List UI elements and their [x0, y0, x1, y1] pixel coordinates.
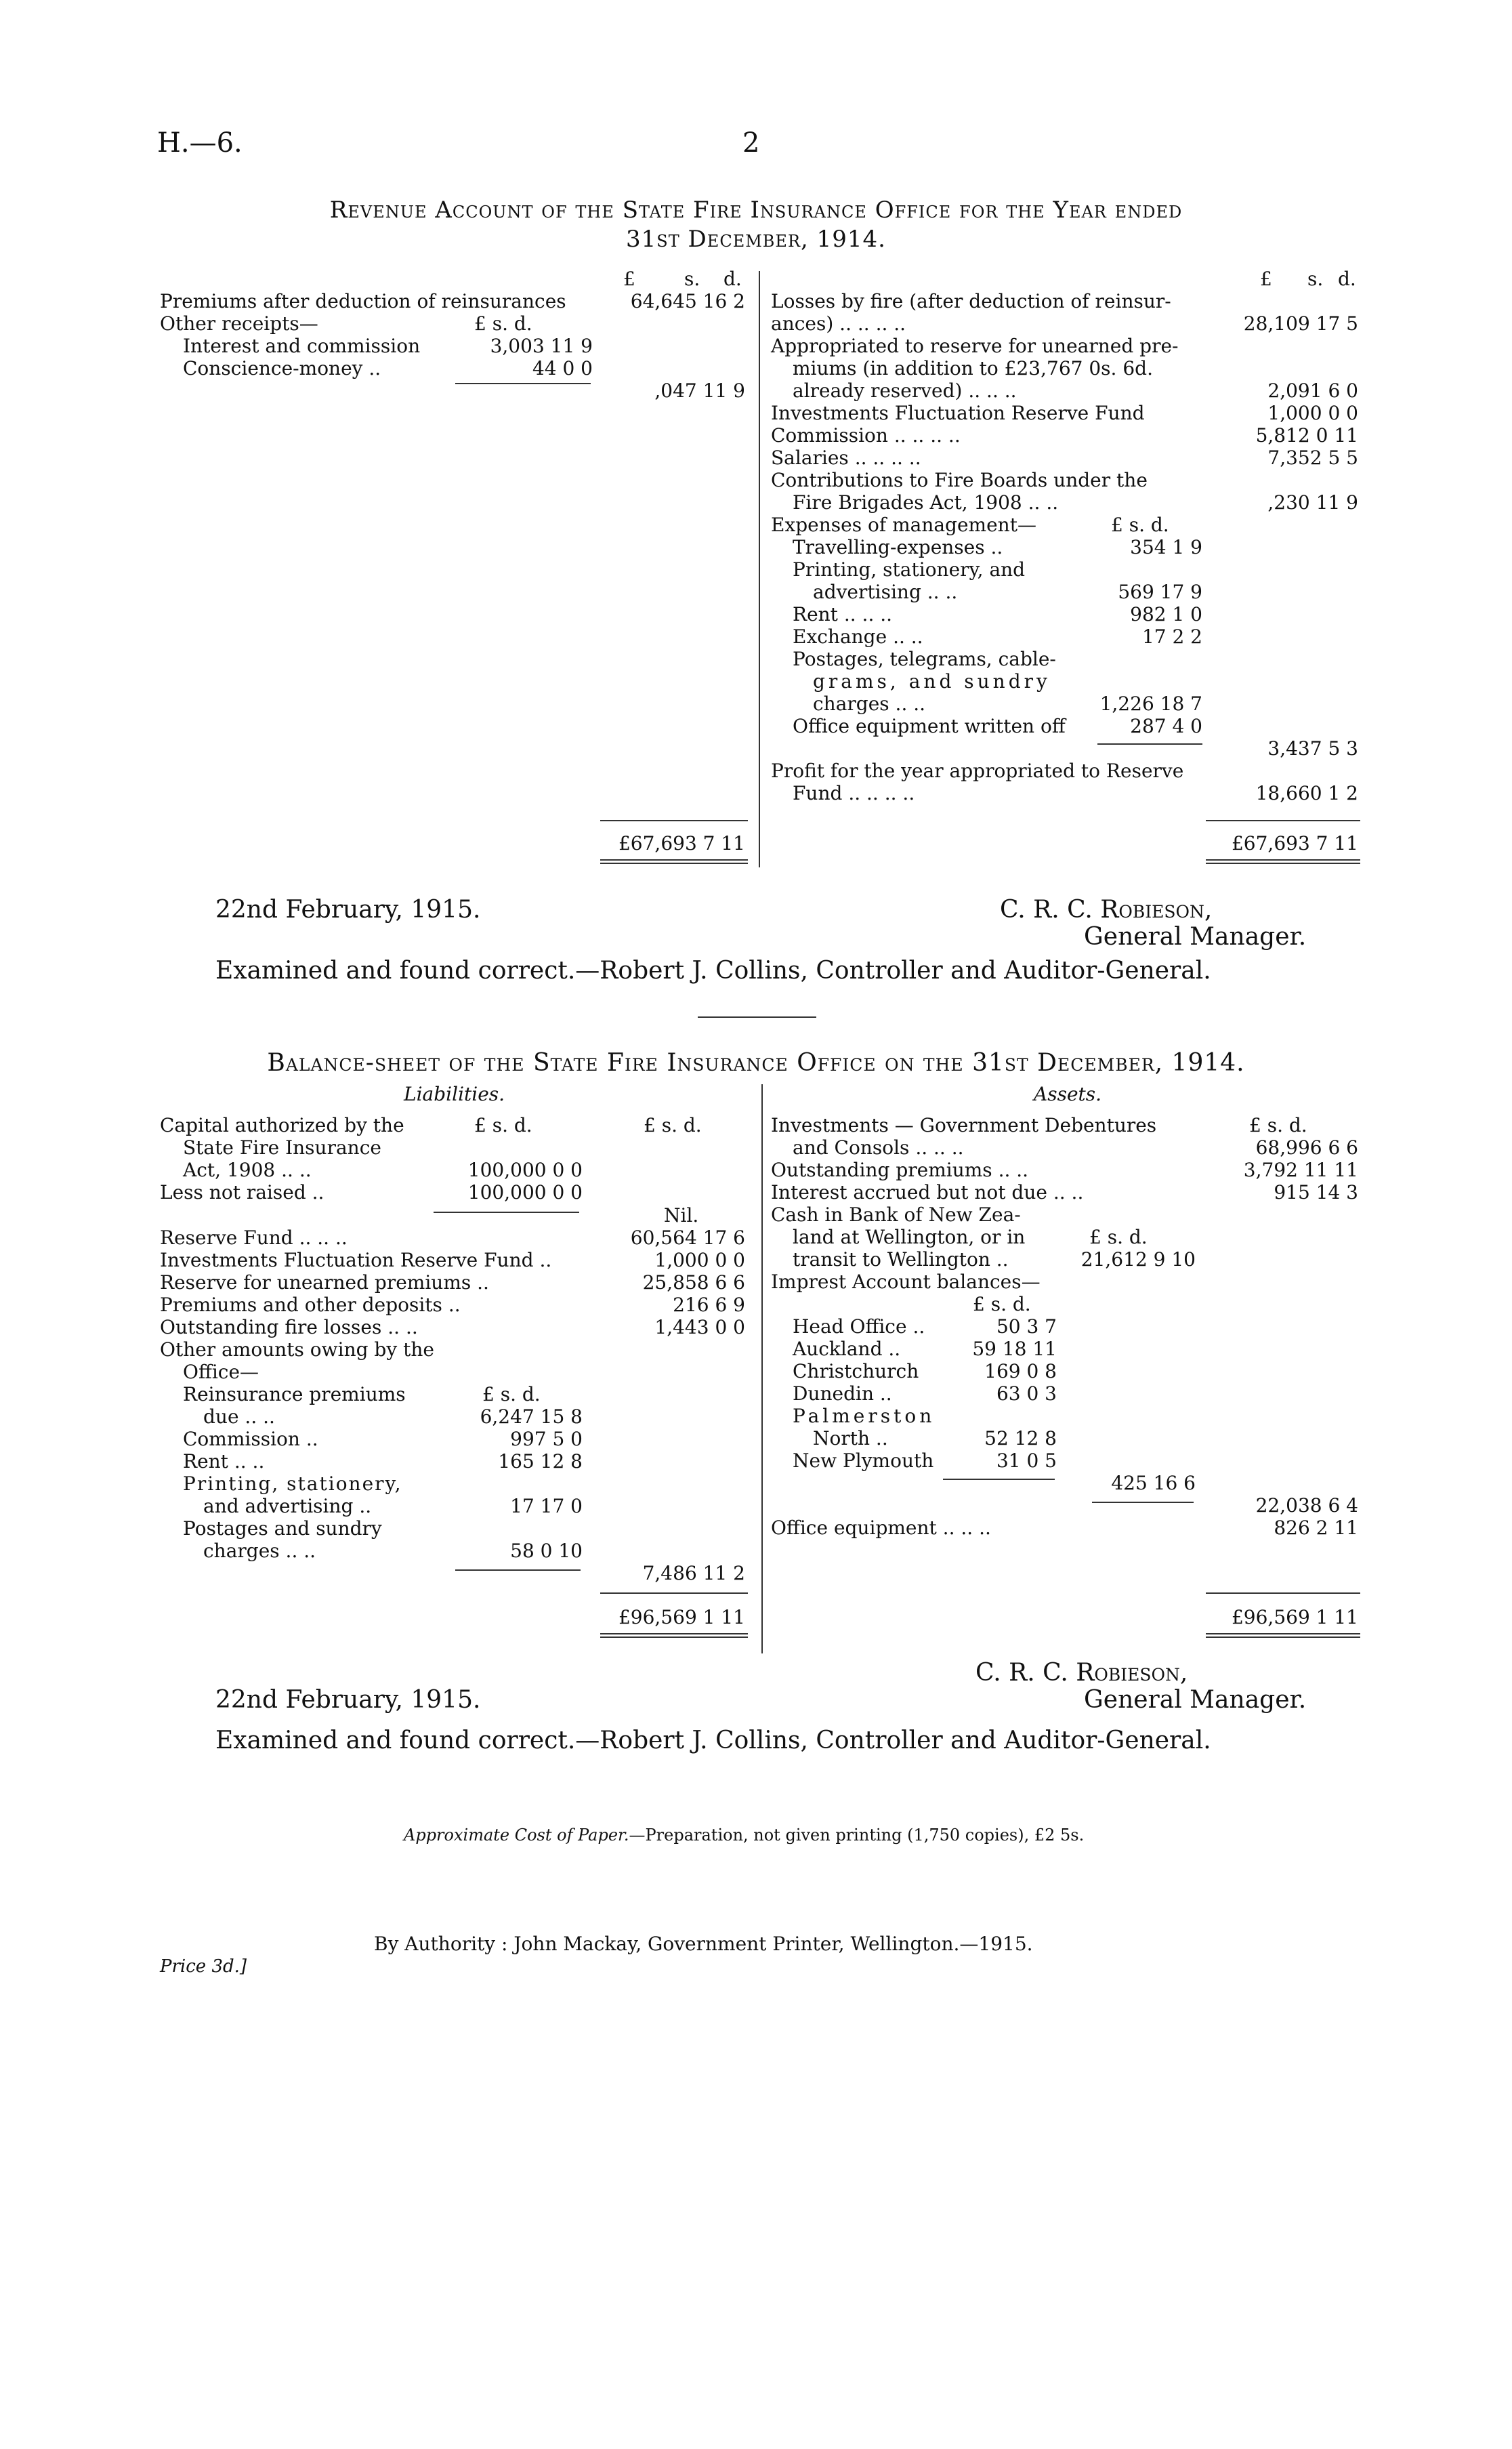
double-rule	[600, 859, 748, 864]
rev-profit-value: 18,660 1 2	[1255, 782, 1358, 804]
bal-fire-label: Outstanding fire losses .. ..	[160, 1316, 418, 1338]
double-rule	[1206, 1633, 1360, 1638]
balance-title: Balance-sheet of the State Fire Insurance Office on the 31st December, 1914.	[267, 1049, 1245, 1077]
bal-other-label1: Other amounts owing by the	[160, 1338, 434, 1361]
rev-losses-label2: ances) .. .. .. ..	[771, 312, 906, 335]
rev-premiums-label: Premiums after deduction of reinsurances	[160, 290, 566, 312]
rev-signer-title: General Manager.	[1084, 923, 1307, 951]
rev-contrib-label1: Contributions to Fire Boards under the	[771, 469, 1148, 491]
bal-reins-label2: due .. ..	[203, 1405, 275, 1428]
rev-postages-label2: grams, and sundry	[813, 670, 1051, 693]
rev-postages-label3: charges .. ..	[813, 693, 926, 715]
bal-invfund-value: 1,000 0 0	[654, 1249, 745, 1271]
printer-authority: By Authority : John Mackay, Government Printer, Wellington.—1915.	[374, 1933, 1033, 1955]
price: Price 3d.]	[160, 1956, 247, 1977]
bal-office-label: Office equipment .. .. ..	[771, 1517, 991, 1539]
rev-approp-label3: already reserved) .. .. ..	[793, 379, 1017, 402]
rev-losses-label1: Losses by fire (after deduction of reinsur-	[771, 290, 1171, 312]
bal-right-total: £96,569 1 11	[1231, 1606, 1358, 1628]
bal-less-value: 100,000 0 0	[467, 1181, 583, 1203]
rev-contrib-label2: Fire Brigades Act, 1908 .. ..	[793, 491, 1059, 514]
rev-premiums-value: 64,645 16 2	[630, 290, 745, 312]
bal-reserve-label: Reserve Fund .. .. ..	[160, 1227, 348, 1249]
rule	[600, 1592, 748, 1594]
bal-auck-label: Auckland ..	[793, 1338, 901, 1360]
rev-rent-value: 982 1 0	[1130, 603, 1202, 625]
rev-exchange-label: Exchange .. ..	[793, 625, 923, 648]
bal-office-value: 826 2 11	[1274, 1517, 1358, 1539]
rev-expenses-label: Expenses of management—	[771, 514, 1036, 536]
rev-commission-value: 5,812 0 11	[1255, 424, 1358, 447]
bal-outprem-label: Outstanding premiums .. ..	[771, 1159, 1029, 1181]
rule	[600, 820, 748, 821]
divider	[761, 1084, 763, 1653]
rev-left-total: £67,693 7 11	[618, 832, 745, 855]
bal-rent-label: Rent .. ..	[183, 1450, 265, 1473]
bal-cash-head: £ s. d.	[1089, 1226, 1148, 1248]
bal-chch-value: 169 0 8	[984, 1360, 1057, 1382]
bal-nil: Nil.	[664, 1204, 699, 1227]
bal-invfund-label: Investments Fluctuation Reserve Fund ..	[160, 1249, 552, 1271]
rev-salaries-label: Salaries .. .. .. ..	[771, 447, 921, 469]
rev-invfund-value: 1,000 0 0	[1267, 402, 1358, 424]
bal-reins-value: 6,247 15 8	[480, 1405, 583, 1428]
rev-commission-label: Commission .. .. .. ..	[771, 424, 961, 447]
bal-left-total: £96,569 1 11	[618, 1606, 745, 1628]
rev-right-total: £67,693 7 11	[1231, 832, 1358, 855]
bal-palm-label2: North ..	[813, 1427, 888, 1449]
bal-cap-head2: £ s. d.	[644, 1114, 702, 1136]
bal-cash-label2: land at Wellington, or in	[793, 1226, 1026, 1248]
bal-assets-col-head: £ s. d.	[1249, 1114, 1307, 1136]
rule	[1206, 1592, 1360, 1594]
rev-conscience-value: 44 0 0	[532, 357, 593, 379]
bal-cap-label2: State Fire Insurance	[183, 1136, 381, 1159]
bal-head-value: 50 3 7	[996, 1315, 1057, 1338]
document-code: H.—6.	[157, 127, 243, 159]
bal-premdep-value: 216 6 9	[673, 1294, 745, 1316]
bal-post-label1: Postages and sundry	[183, 1517, 382, 1540]
bal-unearned-label: Reserve for unearned premiums ..	[160, 1271, 489, 1294]
rev-invfund-label: Investments Fluctuation Reserve Fund	[771, 402, 1145, 424]
rev-examined: Examined and found correct.—Robert J. Collins, Controller and Auditor-General.	[215, 957, 1211, 985]
rev-contrib-value: ,230 11 9	[1267, 491, 1358, 514]
rev-printing-label1: Printing, stationery, and	[793, 558, 1026, 581]
bal-palm-value: 52 12 8	[984, 1427, 1057, 1449]
liabilities-heading: Liabilities.	[404, 1083, 505, 1105]
bal-rent-value: 165 12 8	[498, 1450, 583, 1473]
rev-office-value: 287 4 0	[1130, 715, 1202, 737]
double-rule	[600, 1633, 748, 1638]
bal-unearned-value: 25,858 6 6	[642, 1271, 745, 1294]
bal-fire-value: 1,443 0 0	[654, 1316, 745, 1338]
bal-chch-label: Christchurch	[793, 1360, 919, 1382]
rule	[1097, 743, 1202, 745]
bal-palm-label1: Palmerston	[793, 1405, 936, 1427]
rev-printing-value: 569 17 9	[1118, 581, 1202, 603]
bal-examined: Examined and found correct.—Robert J. Collins, Controller and Auditor-General.	[215, 1727, 1211, 1754]
bal-head-label: Head Office ..	[793, 1315, 925, 1338]
rule	[434, 1212, 579, 1213]
rev-postages-label1: Postages, telegrams, cable-	[793, 648, 1056, 670]
bal-dun-label: Dunedin ..	[793, 1382, 892, 1405]
rule	[455, 383, 591, 384]
rev-left-s-head: s.	[684, 268, 700, 290]
bal-reins-label1: Reinsurance premiums	[183, 1383, 406, 1405]
rev-interest-value: 3,003 11 9	[490, 335, 593, 357]
bal-cap-label1: Capital authorized by the	[160, 1114, 404, 1136]
rev-interest-label: Interest and commission	[183, 335, 421, 357]
rule	[943, 1479, 1055, 1480]
bal-post-label2: charges .. ..	[203, 1540, 316, 1562]
rev-right-pound-head: £	[1260, 268, 1272, 290]
rule	[1206, 820, 1360, 821]
bal-cash-label3: transit to Wellington ..	[793, 1248, 1009, 1271]
bal-imprest-head: £ s. d.	[973, 1293, 1031, 1315]
rev-expenses-head: £ s. d.	[1111, 514, 1169, 536]
cost-of-paper: Approximate Cost of Paper.—Preparation, not given printing (1,750 copies), £2 5s.	[404, 1826, 1085, 1845]
rev-travel-value: 354 1 9	[1130, 536, 1202, 558]
bal-cap-head1: £ s. d.	[474, 1114, 532, 1136]
section-separator	[698, 1016, 816, 1018]
bal-print-value: 17 17 0	[510, 1495, 583, 1517]
rev-signer: C. R. C. Robieson,	[1000, 896, 1213, 924]
rev-right-s-head: s.	[1307, 268, 1324, 290]
rev-date: 22nd February, 1915.	[215, 896, 481, 924]
bal-reins-head: £ s. d.	[482, 1383, 541, 1405]
rev-exchange-value: 17 2 2	[1141, 625, 1202, 648]
bal-inv-label2: and Consols .. .. ..	[793, 1136, 964, 1159]
bal-premdep-label: Premiums and other deposits ..	[160, 1294, 461, 1316]
bal-nply-value: 31 0 5	[996, 1449, 1057, 1472]
rev-profit-label2: Fund .. .. .. ..	[793, 782, 915, 804]
bal-other-label2: Office—	[183, 1361, 259, 1383]
bal-inv-label1: Investments — Government Debentures	[771, 1114, 1157, 1136]
divider	[759, 271, 760, 867]
rev-rent-label: Rent .. .. ..	[793, 603, 893, 625]
revenue-title-line1: Revenue Account of the State Fire Insurance Office for the Year ended	[329, 197, 1183, 224]
rev-left-pound-head: £	[623, 268, 635, 290]
rev-approp-value: 2,091 6 0	[1267, 379, 1358, 402]
bal-signer: C. R. C. Robieson,	[975, 1659, 1188, 1687]
bal-nply-label: New Plymouth	[793, 1449, 934, 1472]
rev-other-total: ,047 11 9	[654, 379, 745, 402]
page-number: 2	[742, 127, 760, 159]
rev-other-receipts-label: Other receipts—	[160, 312, 318, 335]
bal-date: 22nd February, 1915.	[215, 1686, 481, 1714]
bal-reserve-value: 60,564 17 6	[630, 1227, 745, 1249]
bal-cap-label3: Act, 1908 .. ..	[183, 1159, 312, 1181]
double-rule	[1206, 859, 1360, 864]
rev-expenses-total: 3,437 5 3	[1267, 737, 1358, 760]
bal-imprest-total: 425 16 6	[1111, 1472, 1196, 1494]
rev-approp-label2: miums (in addition to £23,767 0s. 6d.	[793, 357, 1153, 379]
rule	[1092, 1502, 1194, 1503]
rev-losses-value: 28,109 17 5	[1243, 312, 1358, 335]
rev-printing-label2: advertising .. ..	[813, 581, 958, 603]
bal-inv-value: 68,996 6 6	[1255, 1136, 1358, 1159]
rev-office-label: Office equipment written off	[793, 715, 1066, 737]
rev-left-d-head: d.	[723, 268, 742, 290]
bal-print-label1: Printing, stationery,	[183, 1473, 402, 1495]
bal-comm-label: Commission ..	[183, 1428, 318, 1450]
assets-heading: Assets.	[1034, 1083, 1102, 1105]
bal-imprest-label: Imprest Account balances—	[771, 1271, 1041, 1293]
bal-print-label2: and advertising ..	[203, 1495, 372, 1517]
bal-cap-value: 100,000 0 0	[467, 1159, 583, 1181]
bal-signer-title: General Manager.	[1084, 1686, 1307, 1714]
bal-cash-total: 22,038 6 4	[1255, 1494, 1358, 1517]
rule	[455, 1569, 581, 1571]
rev-right-d-head: d.	[1338, 268, 1356, 290]
rev-postages-value: 1,226 18 7	[1099, 693, 1202, 715]
revenue-title-line2: 31st December, 1914.	[626, 226, 886, 253]
rev-other-receipts-head: £ s. d.	[474, 312, 532, 335]
bal-less-label: Less not raised ..	[160, 1181, 324, 1203]
bal-interest-label: Interest accrued but not due .. ..	[771, 1181, 1084, 1203]
bal-comm-value: 997 5 0	[510, 1428, 583, 1450]
bal-outprem-value: 3,792 11 11	[1243, 1159, 1358, 1181]
bal-post-value: 58 0 10	[510, 1540, 583, 1562]
rev-conscience-label: Conscience-money ..	[183, 357, 381, 379]
rev-approp-label1: Appropriated to reserve for unearned pre-	[771, 335, 1179, 357]
rev-profit-label1: Profit for the year appropriated to Reserve	[771, 760, 1184, 782]
bal-cash-label1: Cash in Bank of New Zea-	[771, 1203, 1021, 1226]
rev-salaries-value: 7,352 5 5	[1267, 447, 1358, 469]
bal-dun-value: 63 0 3	[996, 1382, 1057, 1405]
rev-travel-label: Travelling-expenses ..	[793, 536, 1003, 558]
bal-other-total: 7,486 11 2	[642, 1562, 745, 1584]
bal-interest-value: 915 14 3	[1274, 1181, 1358, 1203]
bal-cash-value: 21,612 9 10	[1080, 1248, 1196, 1271]
bal-auck-value: 59 18 11	[972, 1338, 1057, 1360]
